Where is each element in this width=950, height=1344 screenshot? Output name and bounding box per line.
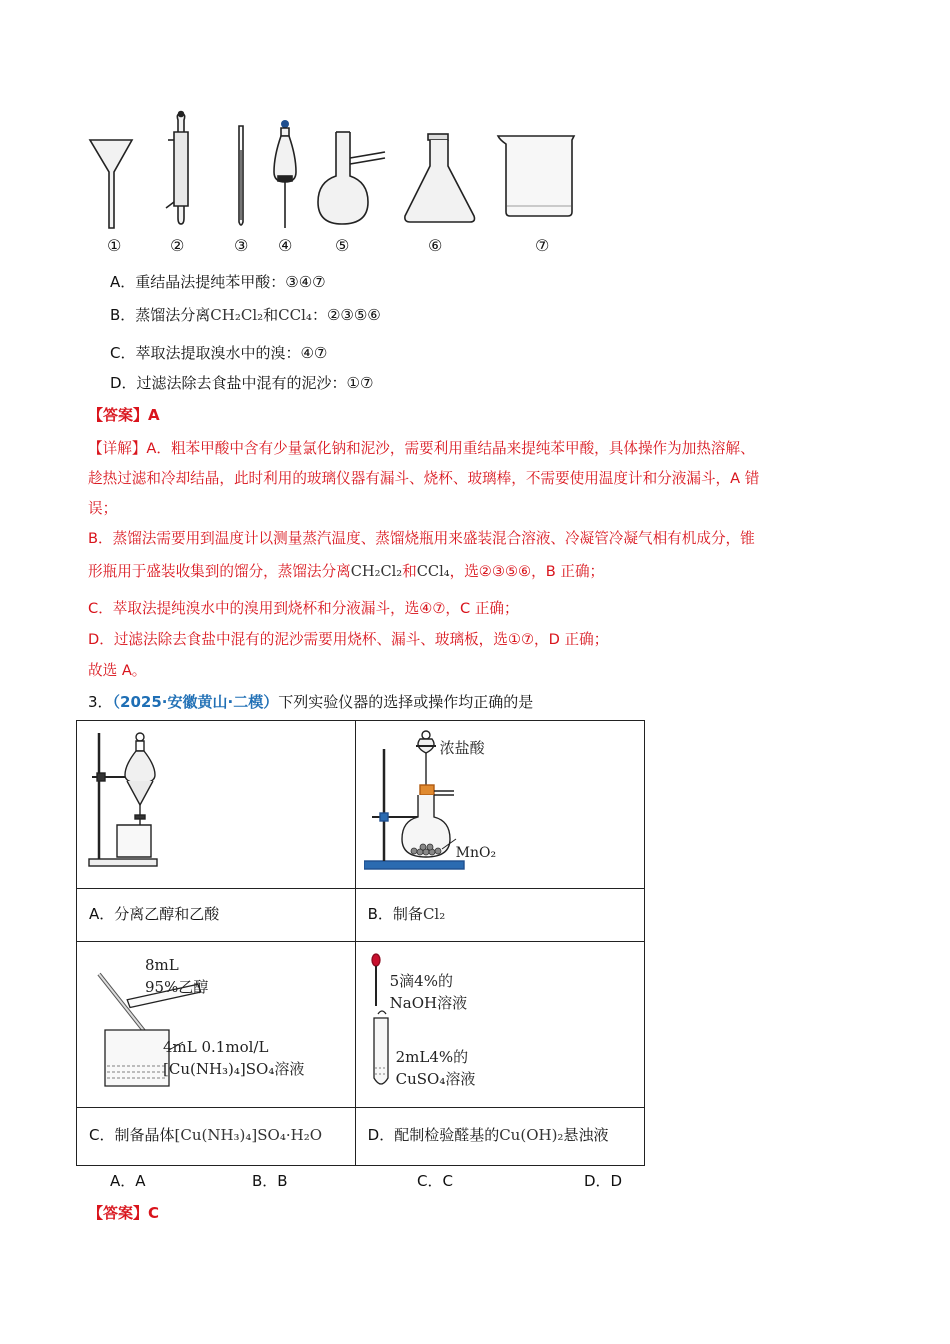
choice-d: D．D <box>584 1172 623 1190</box>
apparatus-label-1: ① <box>107 236 122 255</box>
caption-c <box>77 1108 355 1145</box>
fig-c-label-volume: 8mL <box>145 956 179 974</box>
option-a: A．重结晶法提纯苯甲酸：③④⑦ <box>110 273 326 291</box>
detail-5-prefix: 形瓶用于盛装收集到的馏分，蒸馏法分离 <box>88 563 351 580</box>
choice-b: B．B <box>252 1172 288 1190</box>
fig-d-label-volume: 2mL4%的 <box>395 1048 469 1066</box>
caption-b-prefix: B．制备 <box>367 905 423 923</box>
q2-detail-line-4: B．蒸馏法需要用到温度计以测量蒸汽温度、蒸馏烧瓶用来盛装混合溶液、冷凝管冷凝气相有机成分，锥 <box>88 530 755 547</box>
apparatus-label-3: ③ <box>234 236 249 255</box>
option-b-prefix: B．蒸馏法分离 <box>110 306 211 324</box>
caption-a: A．分离乙醇和乙酸 <box>89 905 220 923</box>
cell-c-caption <box>77 1108 356 1166</box>
option-b-and: 和 <box>263 306 279 324</box>
cell-a-figure <box>77 721 356 889</box>
cell-b-caption <box>355 889 644 942</box>
q3-stem <box>88 691 533 712</box>
caption-b-formula: Cl₂ <box>422 905 446 923</box>
apparatus-label-5: ⑤ <box>335 236 350 255</box>
apparatus-figure <box>80 110 590 235</box>
thermometer-drawing <box>239 126 243 225</box>
q2-detail-line-5 <box>88 560 604 581</box>
apparatus-label-4: ④ <box>278 236 293 255</box>
apparatus-label-2: ② <box>170 236 185 255</box>
fig-d-label-drops: 5滴4%的 <box>389 972 453 990</box>
fig-b-label-hcl: 浓盐酸 <box>439 739 485 757</box>
fig-d-label-naoh: NaOH溶液 <box>389 994 468 1012</box>
option-d: D．过滤法除去食盐中混有的泥沙：①⑦ <box>110 374 374 392</box>
detail-5-formula-1: CH₂Cl₂ <box>350 563 403 580</box>
cell-d-caption <box>355 1108 644 1166</box>
funnel-drawing <box>90 140 132 228</box>
caption-c-prefix: C．制备晶体 <box>89 1126 175 1144</box>
detail-5-formula-2: CCl₄ <box>416 563 450 580</box>
option-c: C．萃取法提取溴水中的溴：④⑦ <box>110 344 328 362</box>
caption-d-suffix: 悬浊液 <box>563 1126 609 1144</box>
q2-detail-line-3: 误； <box>88 500 118 517</box>
q2-answer: 【答案】A <box>88 406 160 424</box>
detail-5-and: 和 <box>402 563 417 580</box>
choice-c: C．C <box>417 1172 453 1190</box>
cell-c-figure <box>77 942 356 1108</box>
choice-a: A．A <box>110 1172 146 1190</box>
fig-c-label-concentration: 4mL 0.1mol/L <box>163 1038 269 1056</box>
apparatus-label-7: ⑦ <box>535 236 550 255</box>
q2-detail-line-1: 【详解】A．粗苯甲酸中含有少量氯化钠和泥沙，需要利用重结晶来提纯苯甲酸，具体操作为加热溶解、 <box>88 440 755 457</box>
fig-b-label-mno2: MnO₂ <box>455 845 497 861</box>
conical-flask-drawing <box>405 134 475 222</box>
fig-c-label-ethanol: 95%乙醇 <box>145 978 209 996</box>
q3-options-table <box>76 720 645 1166</box>
caption-d <box>356 1108 644 1145</box>
caption-d-prefix: D．配制检验醛基的 <box>367 1126 500 1144</box>
separatory-funnel-drawing <box>274 120 296 228</box>
caption-d-formula: Cu(OH)₂ <box>499 1126 564 1144</box>
cell-d-figure <box>355 942 644 1108</box>
option-b <box>110 304 381 325</box>
q2-detail-line-7: D．过滤法除去食盐中混有的泥沙需要用烧杯、漏斗、玻璃板，选①⑦，D 正确； <box>88 631 609 648</box>
q2-detail-line-6: C．萃取法提纯溴水中的溴用到烧杯和分液漏斗，选④⑦，C 正确； <box>88 600 519 617</box>
distilling-flask-drawing <box>318 132 385 224</box>
cell-a-caption <box>77 889 356 942</box>
q3-stem-text: 下列实验仪器的选择或操作均正确的是 <box>278 693 534 711</box>
q2-detail-line-2: 趁热过滤和冷却结晶，此时利用的玻璃仪器有漏斗、烧杯、玻璃棒，不需要使用温度计和分液漏斗，A 错 <box>88 470 760 487</box>
cell-b-figure <box>355 721 644 889</box>
q2-detail-line-8: 故选 A。 <box>88 662 147 679</box>
detail-5-suffix: ，选②③⑤⑥，B 正确； <box>449 563 605 580</box>
q3-answer: 【答案】C <box>88 1204 160 1222</box>
option-b-suffix: ：②③⑤⑥ <box>311 306 381 324</box>
caption-c-formula: [Cu(NH₃)₄]SO₄·H₂O <box>174 1126 323 1144</box>
condenser-drawing <box>166 112 188 225</box>
option-b-formula-2: CCl₄ <box>278 306 312 324</box>
beaker-drawing <box>498 136 574 216</box>
fig-d-label-cuso4: CuSO₄溶液 <box>395 1070 476 1088</box>
fig-c-label-complex: [Cu(NH₃)₄]SO₄溶液 <box>163 1060 305 1078</box>
caption-b <box>356 889 644 924</box>
option-b-formula-1: CH₂Cl₂ <box>210 306 264 324</box>
separation-setup-drawing <box>87 729 187 879</box>
q3-source: （2025·安徽黄山·二模） <box>112 693 279 711</box>
apparatus-label-6: ⑥ <box>428 236 443 255</box>
q3-number: 3． <box>88 693 113 711</box>
